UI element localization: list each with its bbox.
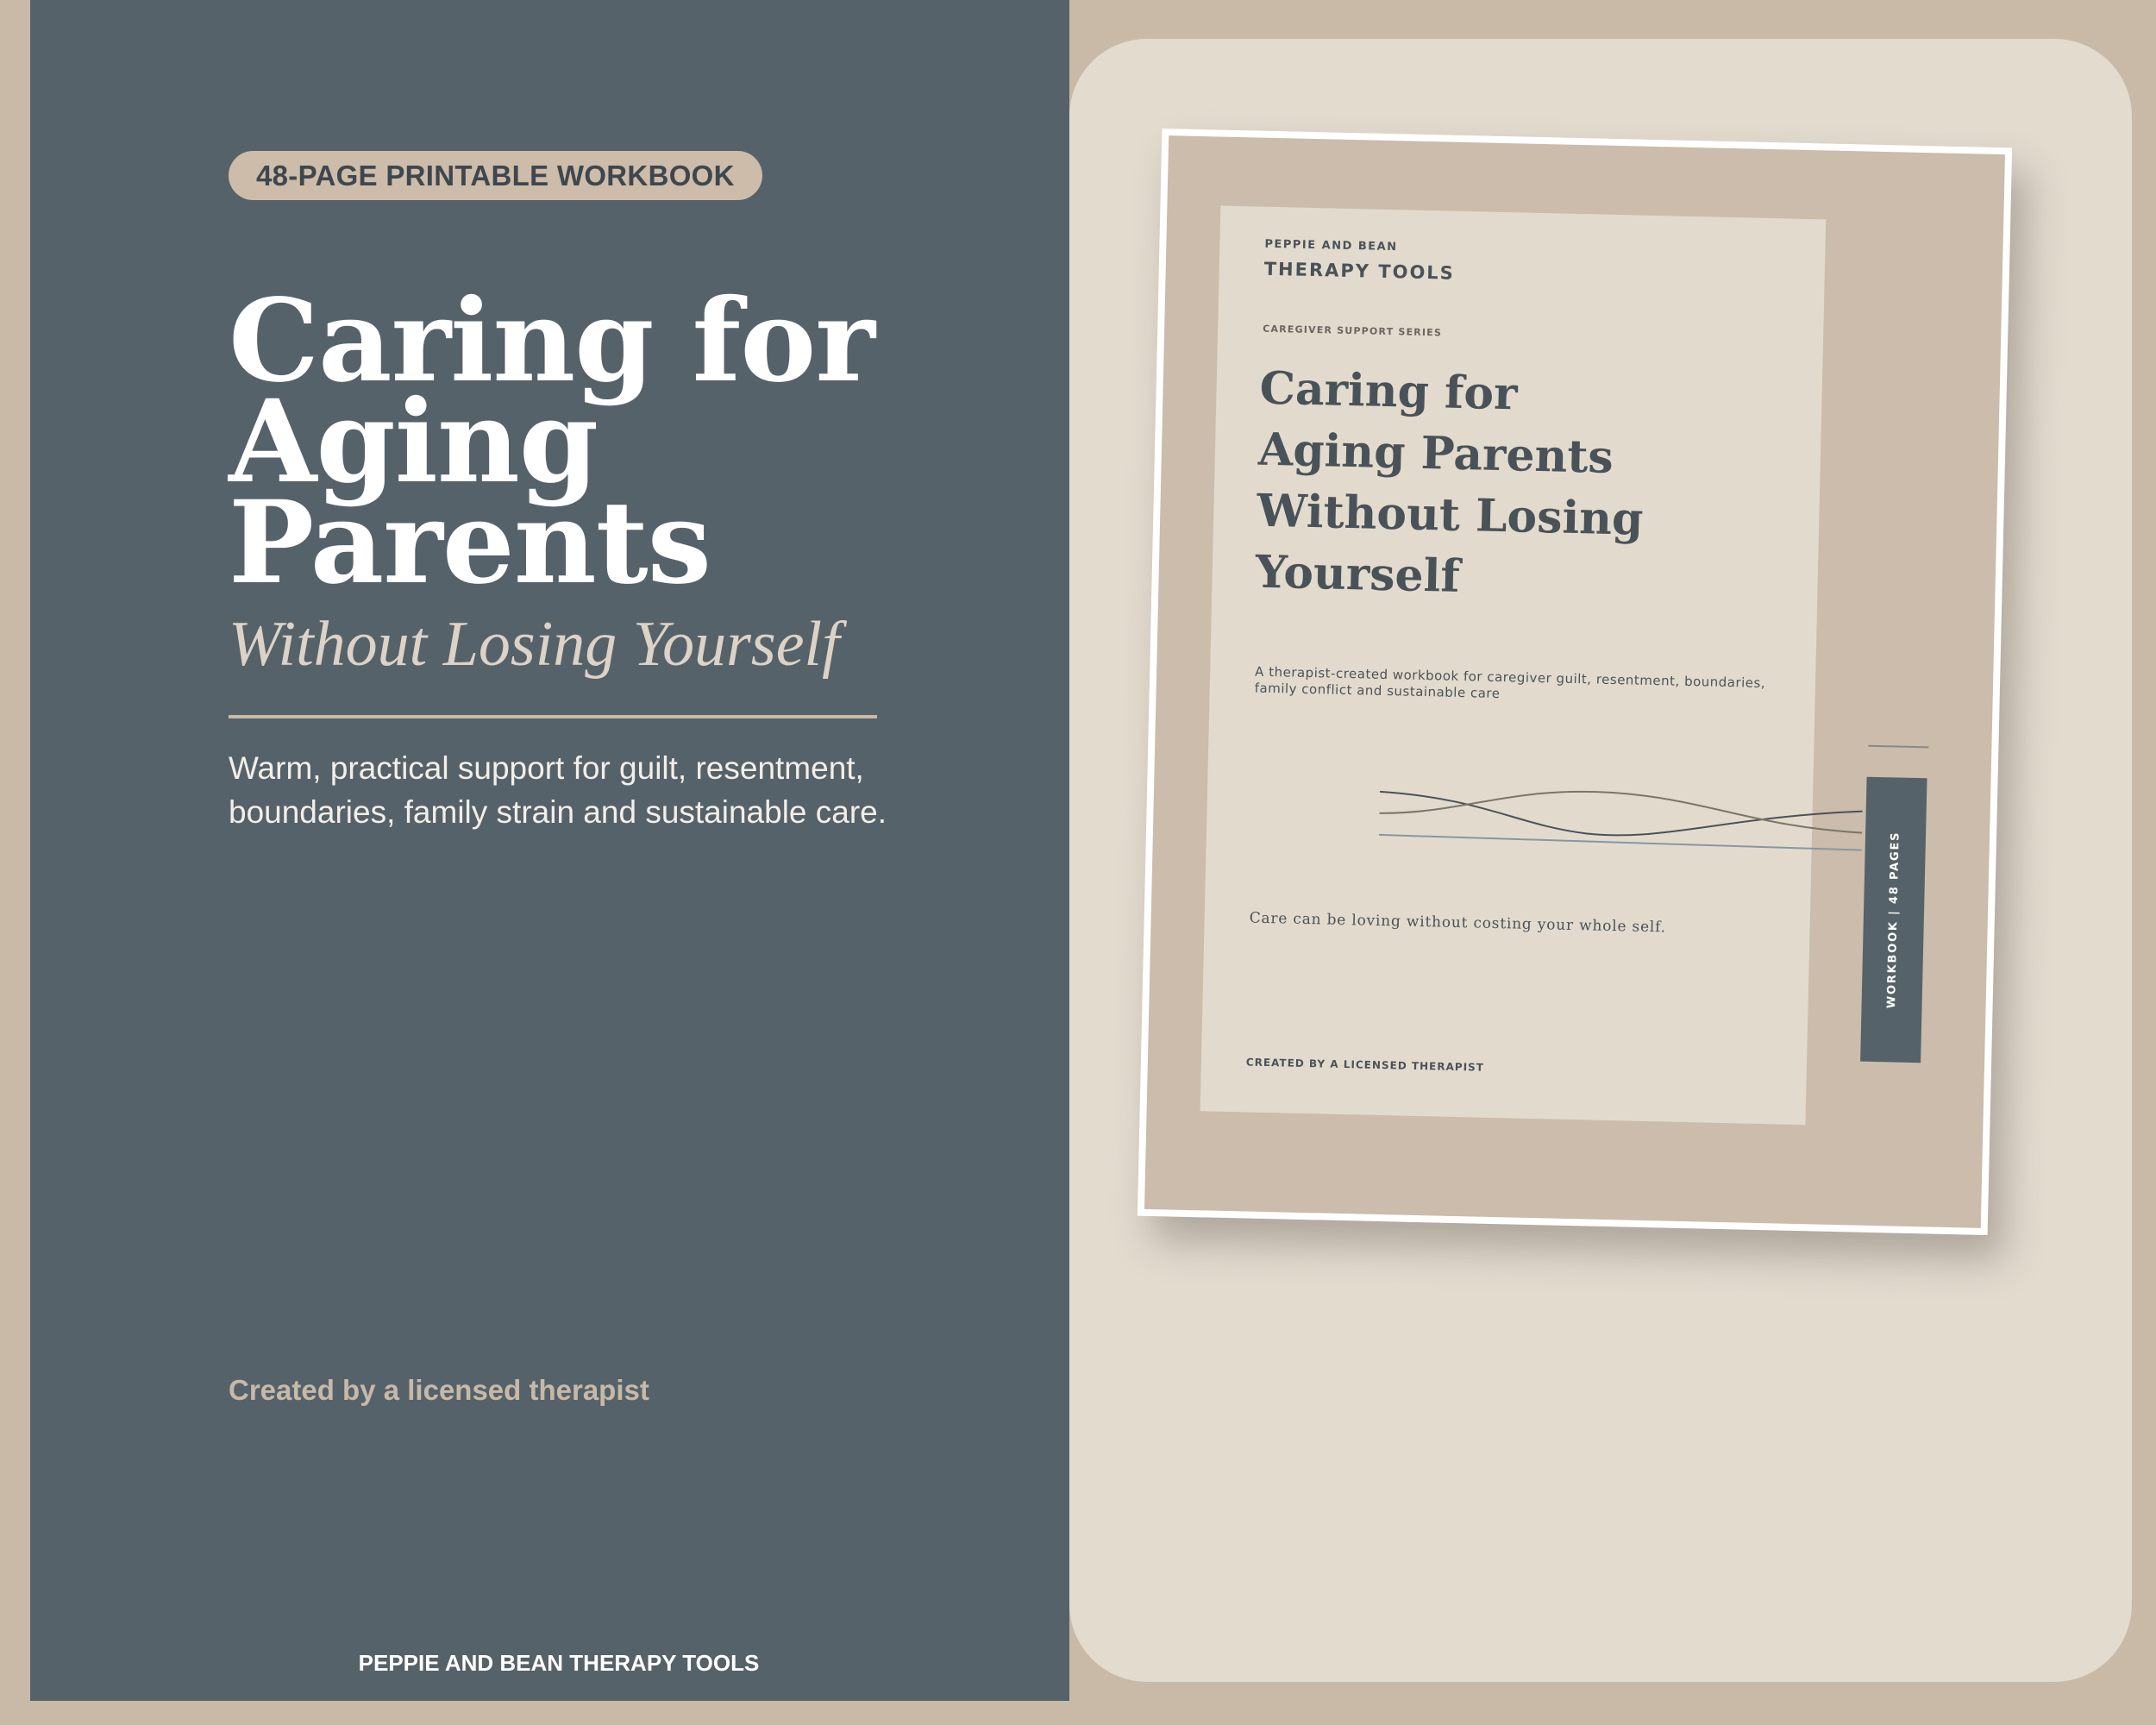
cover-title	[1255, 358, 1743, 614]
cover-quote: Care can be loving without costing your whole self.	[1249, 909, 1667, 937]
cover-title-line: Aging Parents	[1257, 423, 1614, 484]
cover-brand-top: PEPPIE AND BEAN	[1264, 237, 1398, 254]
description: Warm, practical support for guilt, resentment, boundaries, family strain and sustainable care.	[229, 750, 887, 830]
cover-page	[1200, 206, 1827, 1126]
workbook-cover-mockup	[1138, 129, 2012, 1235]
title-line-2: Aging	[229, 375, 599, 509]
title-line-1: Caring for	[229, 274, 874, 408]
cover-description: A therapist-created workbook for caregiver guilt, resentment, boundaries, family conflict and sustainable care	[1254, 663, 1766, 702]
creator-credit: Created by a licensed therapist	[229, 1374, 649, 1406]
spine-accent-line	[1868, 745, 1928, 749]
left-panel	[30, 0, 1069, 1701]
wave-lines-illustration	[1378, 779, 1863, 885]
divider	[229, 715, 877, 718]
cover-brand: THERAPY TOOLS	[1263, 258, 1456, 284]
subtitle: Without Losing Yourself	[229, 609, 840, 680]
cover-title-line: Yourself	[1255, 545, 1461, 603]
cover-title-line: Without Losing	[1256, 484, 1645, 546]
title-line-3: Parents	[229, 476, 711, 610]
cover-series: CAREGIVER SUPPORT SERIES	[1263, 323, 1443, 339]
cover-creator: CREATED BY A LICENSED THERAPIST	[1245, 1056, 1485, 1074]
spine-text: WORKBOOK | 48 PAGES	[1885, 831, 1902, 1009]
footer-brand: PEPPIE AND BEAN THERAPY TOOLS	[358, 1650, 760, 1676]
spine-label	[1860, 777, 1927, 1063]
cover-title-line: Caring for	[1258, 361, 1519, 421]
page-count-badge: 48-PAGE PRINTABLE WORKBOOK	[229, 151, 762, 200]
